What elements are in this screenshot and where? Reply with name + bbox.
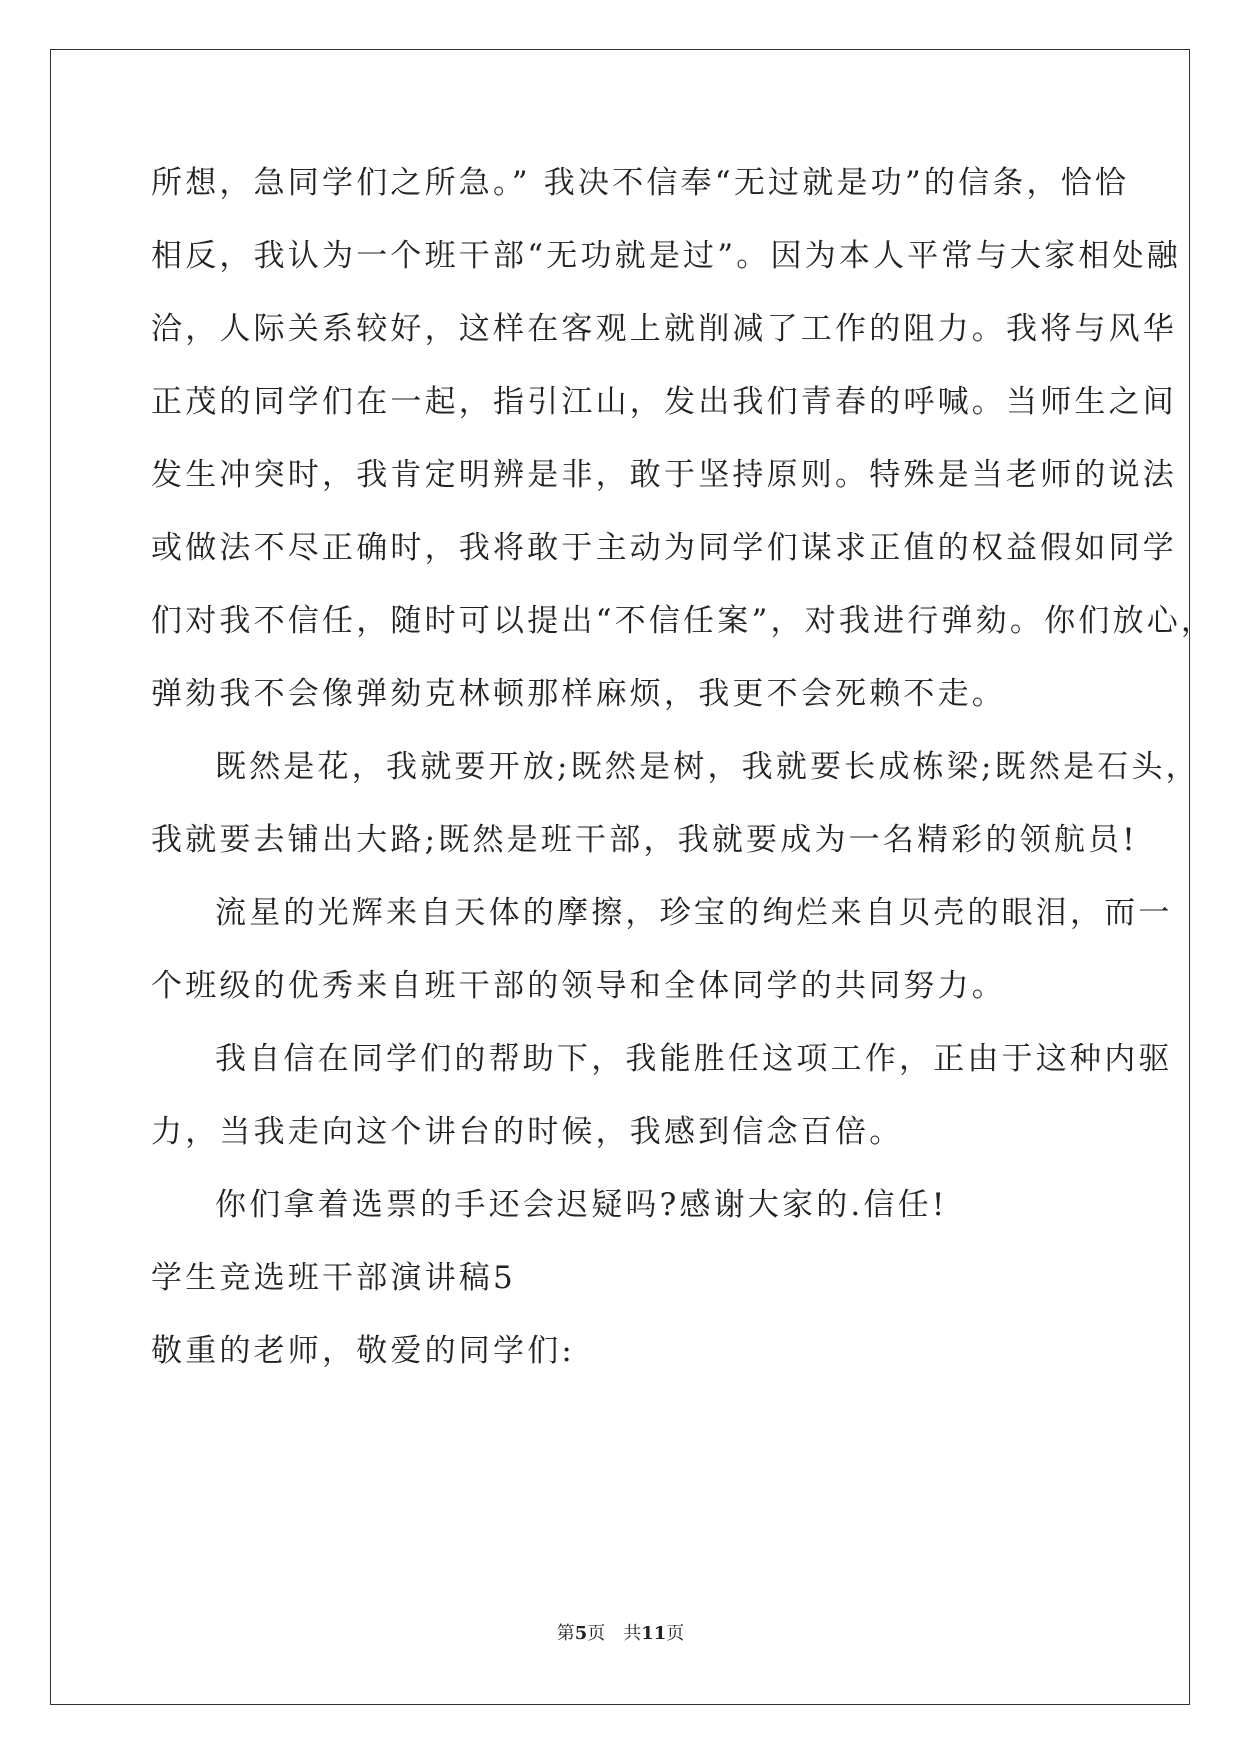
text-line: 相反，我认为一个班干部“无功就是过”。因为本人平常与大家相处融 [151,238,1181,274]
page-footer [0,1622,1241,1646]
text-line: 洽，人际关系较好，这样在客观上就削减了工作的阻力。我将与风华 [151,311,1177,347]
page-current: 5 [574,1623,588,1644]
text-line: 既然是花，我就要开放;既然是树，我就要长成栋梁;既然是石头， [215,749,1200,785]
page-border [50,49,1190,1705]
total-prefix: 共 [623,1623,642,1644]
text-line: 流星的光辉来自天体的摩擦，珍宝的绚烂来自贝壳的眼泪，而一 [215,895,1173,931]
total-suffix: 页 [666,1623,685,1644]
text-line: 们对我不信任，随时可以提出“不信任案”，对我进行弹劾。你们放心， [151,603,1216,639]
page-total: 11 [641,1623,667,1644]
text-line: 所想，急同学们之所急。” 我决不信奉“无过就是功”的信条，恰恰 [151,165,1130,201]
section-heading: 学生竞选班干部演讲稿5 [151,1260,516,1296]
page-suffix: 页 [587,1623,606,1644]
text-line: 个班级的优秀来自班干部的领导和全体同学的共同努力。 [151,968,1006,1004]
text-line: 你们拿着选票的手还会迟疑吗?感谢大家的.信任! [215,1187,948,1223]
text-line: 发生冲突时，我肯定明辨是非，敢于坚持原则。特殊是当老师的说法 [151,457,1177,493]
page-prefix: 第 [556,1623,575,1644]
text-line: 或做法不尽正确时，我将敢于主动为同学们谋求正值的权益假如同学 [151,530,1177,566]
salutation: 敬重的老师，敬爱的同学们: [151,1333,576,1369]
text-line: 我自信在同学们的帮助下，我能胜任这项工作，正由于这种内驱 [215,1041,1173,1077]
text-line: 正茂的同学们在一起，指引江山，发出我们青春的呼喊。当师生之间 [151,384,1177,420]
text-line: 我就要去铺出大路;既然是班干部，我就要成为一名精彩的领航员! [151,822,1138,858]
text-line: 弹劾我不会像弹劾克林顿那样麻烦，我更不会死赖不走。 [151,676,1006,712]
text-line: 力，当我走向这个讲台的时候，我感到信念百倍。 [151,1114,904,1150]
